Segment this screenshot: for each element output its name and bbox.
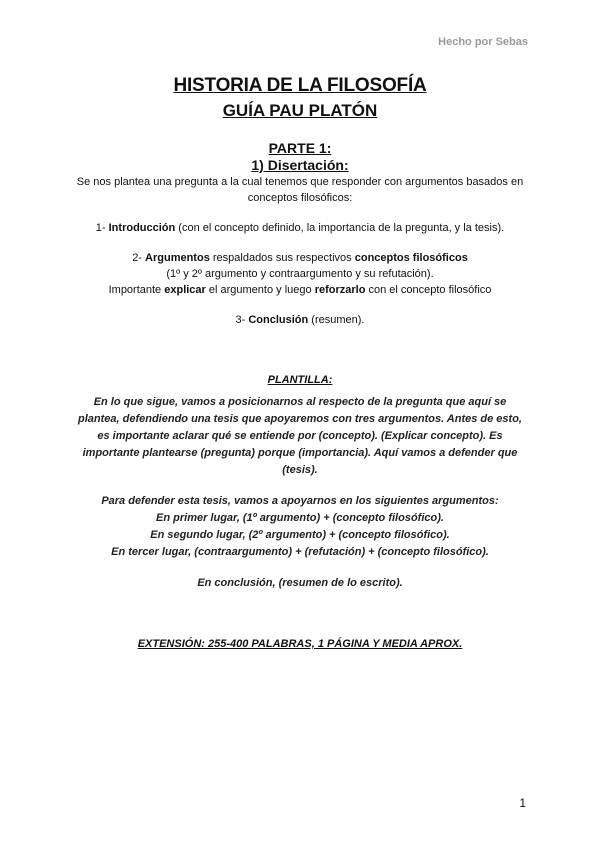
plantilla-line: En primer lugar, (1º argumento) + (concepto filosófico). xyxy=(156,512,444,524)
intro-line: conceptos filosóficos: xyxy=(247,192,353,204)
plantilla-line: En segundo lugar, (2º argumento) + (concepto filosófico). xyxy=(150,529,450,541)
document-title: HISTORIA DE LA FILOSOFÍA xyxy=(173,75,427,96)
plantilla-title: PLANTILLA: xyxy=(267,374,333,386)
document-body xyxy=(60,74,540,652)
author-header: Hecho por Sebas xyxy=(438,36,528,48)
extension-note: EXTENSIÓN: 255-400 PALABRAS, 1 PÁGINA Y MEDIA APROX. xyxy=(137,638,463,650)
plantilla-conclusion: En conclusión, (resumen de lo escrito). xyxy=(197,577,403,589)
plantilla-line: En lo que sigue, vamos a posicionarnos al respecto de la pregunta que aquí se xyxy=(93,396,507,408)
step-keyword: Conclusión xyxy=(248,314,309,326)
plantilla-line: es importante aclarar qué se entiende por (concepto). (Explicar concepto). Es xyxy=(97,430,503,442)
document-subtitle: GUÍA PAU PLATÓN xyxy=(222,101,378,120)
plantilla-line: plantea, defendiendo una tesis que apoyaremos con tres argumentos. Antes de esto, xyxy=(78,413,522,425)
section-title: 1) Disertación: xyxy=(251,157,349,173)
step-keyword: Introducción xyxy=(108,222,176,234)
plantilla-block xyxy=(60,394,540,592)
plantilla-line: (tesis). xyxy=(282,464,318,476)
page-number: 1 xyxy=(519,796,526,810)
step-introduction: 1- Introducción (con el concepto definido, la importancia de la pregunta, y la tesis). xyxy=(95,222,505,234)
intro-line: Se nos plantea una pregunta a la cual tenemos que responder con argumentos basados en xyxy=(76,176,524,188)
part-title: PARTE 1: xyxy=(268,140,332,156)
step-keyword: conceptos filosóficos xyxy=(354,252,468,264)
step-keyword: Argumentos xyxy=(145,252,210,264)
step-arguments-note: Importante explicar el argumento y luego reforzarlo con el concepto filosófico xyxy=(108,284,492,296)
plantilla-line: importante plantearse (pregunta) porque (importancia). Aquí vamos a defender que xyxy=(82,447,518,459)
step-arguments: 2- Argumentos respaldados sus respectivos conceptos filosóficos xyxy=(132,252,468,264)
step-arguments-detail: (1º y 2º argumento y contraargumento y su refutación). xyxy=(166,268,434,280)
plantilla-line: En tercer lugar, (contraargumento) + (refutación) + (concepto filosófico). xyxy=(111,546,489,558)
plantilla-line: Para defender esta tesis, vamos a apoyarnos en los siguientes argumentos: xyxy=(101,495,499,507)
step-conclusion: 3- Conclusión (resumen). xyxy=(235,314,365,326)
